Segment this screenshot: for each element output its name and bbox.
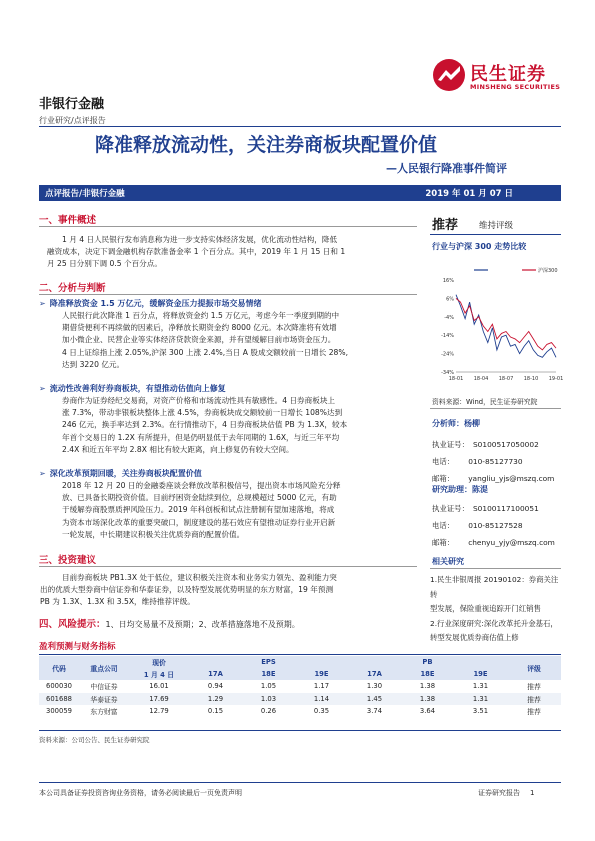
assistant-info: 执业证号： S0100117100051 电话： 010-85127528 邮箱： chenyu_yjy@mszq.com bbox=[432, 504, 555, 547]
y-tick-label: -34% bbox=[441, 370, 454, 376]
section-1-rule bbox=[39, 226, 417, 227]
related-list bbox=[430, 573, 563, 646]
x-tick-label: 19-01 bbox=[548, 376, 564, 382]
table-row: 300059 东方财富 12.79 0.15 0.26 0.35 3.74 3.64 3.51 推荐 bbox=[46, 706, 541, 716]
table-row: 600030 中信证券 16.01 0.94 1.05 1.17 1.30 1.38 1.31 推荐 bbox=[46, 682, 541, 692]
related-item[interactable]: 2.行业深度研究:深化改革托升金基石， bbox=[430, 618, 558, 628]
th-rating: 评级 bbox=[527, 665, 541, 674]
banner-date: 2019 年 01 月 07 日 bbox=[425, 189, 513, 199]
table-row: 601688 华泰证券 17.69 1.29 1.03 1.14 1.45 1.38 1.31 推荐 bbox=[39, 693, 561, 705]
footer-rule bbox=[39, 782, 561, 783]
legend-label-hs300: 沪深300 bbox=[538, 268, 558, 274]
section-3-text: 目前券商板块 PB1.3X 处于低位，建议积极关注资本和业务实力领先、盈利能力突 出的优质大型券商中信证券和华泰证券，以及特型发展优势明显的东方财富，19 年预测 PB 为 1.3X、1.3X 和 3.5X，维持推荐评级。 bbox=[40, 573, 337, 607]
trend-chart bbox=[430, 256, 564, 388]
section-3-rule bbox=[39, 566, 417, 567]
x-tick-label: 18-07 bbox=[498, 376, 514, 382]
x-tick-label: 18-10 bbox=[523, 376, 539, 382]
bullet-1-text: 人民银行此次降准 1 百分点，将释放资金约 1.5 万亿元，考虑今年一季度到期的中 期借贷便利不再续做的因素后，净释放长期资金约 8000 亿元。本次降准将有效增 加小微企业、民营企业等实体经济贷款资金来源，并有望缓解目前市场资金压力。 4 日上证综指上涨 2.05%,沪深 300 上涨 2.4%,当日 A 股成交额较前一日增长 28%, 达到 3220 亿元。 bbox=[62, 311, 349, 369]
chart-source: 资料来源：Wind，民生证券研究院 bbox=[432, 398, 538, 406]
bullet-3-heading: ➢ 深化改革预期回暖，关注券商板块配置价值 bbox=[39, 469, 202, 478]
page-title: 降准释放流动性，关注券商板块配置价值 bbox=[95, 134, 438, 156]
info-banner bbox=[39, 185, 561, 201]
y-tick-label: -24% bbox=[441, 351, 454, 358]
footer-disclaimer: 本公司具备证券投资咨询业务资格，请务必阅读最后一页免责声明 bbox=[39, 789, 242, 797]
section-2-rule bbox=[39, 294, 417, 295]
th-code: 代码 bbox=[52, 665, 66, 674]
sector-name: 非银行金融 bbox=[39, 97, 105, 112]
page-number: 1 bbox=[530, 789, 535, 797]
y-tick-label: 6% bbox=[446, 296, 454, 303]
assistant-label: 研究助理：陈湜 bbox=[432, 485, 488, 494]
section-2-title: 二、分析与判断 bbox=[39, 283, 106, 294]
th-company: 重点公司 bbox=[90, 665, 118, 674]
forecast-table-rule bbox=[39, 654, 561, 655]
related-rule bbox=[430, 568, 561, 569]
th-year: 18E bbox=[420, 670, 435, 679]
x-tick-label: 18-04 bbox=[473, 376, 489, 382]
analyst-info: 执业证号： S0100517050002 电话： 010-85127730 邮箱： yangliu_yjs@mszq.com bbox=[432, 440, 555, 483]
bullet-1-heading: ➢ 降准释放资金 1.5 万亿元，缓解资金压力提振市场交易情绪 bbox=[39, 299, 262, 308]
chart-title: 行业与沪深 300 走势比较 bbox=[432, 242, 527, 251]
related-item[interactable]: 型发展，保险重视追踪开门红销售 bbox=[430, 604, 541, 613]
page-subtitle: —人民银行降准事件简评 bbox=[386, 162, 507, 175]
th-year: 17A bbox=[367, 670, 382, 679]
forecast-table-bottom-rule bbox=[39, 730, 561, 731]
forecast-table-source: 资料来源：公司公告、民生证券研究院 bbox=[39, 736, 150, 744]
y-tick-label: -14% bbox=[441, 333, 454, 340]
report-type: 行业研究/点评报告 bbox=[39, 116, 106, 125]
related-title: 相关研究 bbox=[432, 557, 464, 566]
related-item[interactable]: 1.民生非银周报 20190102：券商关注转 bbox=[430, 575, 559, 599]
rating-status: 维持评级 bbox=[479, 221, 514, 231]
chart-legend bbox=[474, 267, 558, 274]
logo-cn: 民生证券 bbox=[470, 64, 546, 85]
y-tick-label: 16% bbox=[442, 278, 454, 284]
th-price-date: 1 月 4 日 bbox=[143, 671, 175, 680]
footer-report-label: 证券研究报告 1 bbox=[478, 789, 535, 797]
header-rule bbox=[39, 126, 561, 127]
sidebar-rule bbox=[430, 234, 561, 235]
th-pb: PB bbox=[422, 658, 433, 667]
forecast-table bbox=[39, 656, 561, 717]
analyst-label: 分析师：杨柳 bbox=[432, 419, 480, 428]
th-year: 19E bbox=[473, 670, 488, 679]
bullet-3-text: 2018 年 12 月 20 日的金融委座谈会释放改革积极信号，提出资本市场风险充分释 放、已具备长期投资价值。目前纾困资金陆续到位，总规模超过 5000 亿元，有助 于缓解券商股票质押风险压力。2019 年科创板和试点注册制有望加速落地，将成 为资本市场深化改革的重要突破口，制度建设的基石效应有望推动证券行业开启新 一轮发展，中长期建议积极关注优质券商的配置价值。 bbox=[62, 481, 341, 539]
y-tick-label: -4% bbox=[444, 314, 454, 321]
logo-en: MINSHENG SECURITIES bbox=[470, 83, 561, 91]
logo bbox=[432, 58, 582, 96]
th-year: 19E bbox=[314, 670, 329, 679]
section-1-text: 1 月 4 日人民银行发布消息称为进一步支持实体经济发展，优化流动性结构，降低 融资成本，决定下调金融机构存款准备金率 1 个百分点。其中，2019 年 1 月 15 日和 1 月 25 日分别下调 0.5 个百分点。 bbox=[47, 235, 346, 269]
bullet-2-text: 券商作为证券经纪交易商，对资产价格和市场流动性具有敏感性。4 日券商板块上 涨 7.3%，带动非银板块整体上涨 4.5%，券商板块成交额较前一日增长 108%达到 246 亿元，换手率达到 2.3%。在行情推动下，4 日券商板块估值 PB 为 1.3X，较本 年首个交易日的 1.2X 有所提升，但是仍明显低于去年同期的 1.6X，与近三年平均 2.4X 和近五年平均 2.8X 相比有较大距离，向上修复仍有较大空间。 bbox=[62, 396, 348, 454]
recommendation: 推荐 bbox=[432, 218, 459, 233]
banner-category: 点评报告/非银行金融 bbox=[45, 189, 125, 199]
th-year: 17A bbox=[208, 670, 223, 679]
related-item[interactable]: 转型发展优质券商估值上修 bbox=[430, 633, 519, 642]
section-1-title: 一、事件概述 bbox=[39, 215, 97, 226]
th-year: 18E bbox=[261, 670, 276, 679]
series-line-sector bbox=[456, 295, 556, 358]
section-4: 四、风险提示：1、日均交易量不及预期；2、改革措施落地不及预期。 bbox=[39, 619, 300, 630]
th-price: 现价 bbox=[152, 659, 166, 668]
th-eps: EPS bbox=[261, 658, 276, 667]
series-line-hs300 bbox=[456, 298, 556, 350]
bullet-2-heading: ➢ 流动性改善利好券商板块，有望推动估值向上修复 bbox=[39, 384, 226, 393]
forecast-table-title: 盈利预测与财务指标 bbox=[39, 642, 116, 652]
section-3-title: 三、投资建议 bbox=[39, 555, 97, 566]
x-tick-label: 18-01 bbox=[448, 376, 464, 382]
logo-mark-icon bbox=[432, 58, 466, 92]
chart-source-rule bbox=[430, 408, 561, 409]
